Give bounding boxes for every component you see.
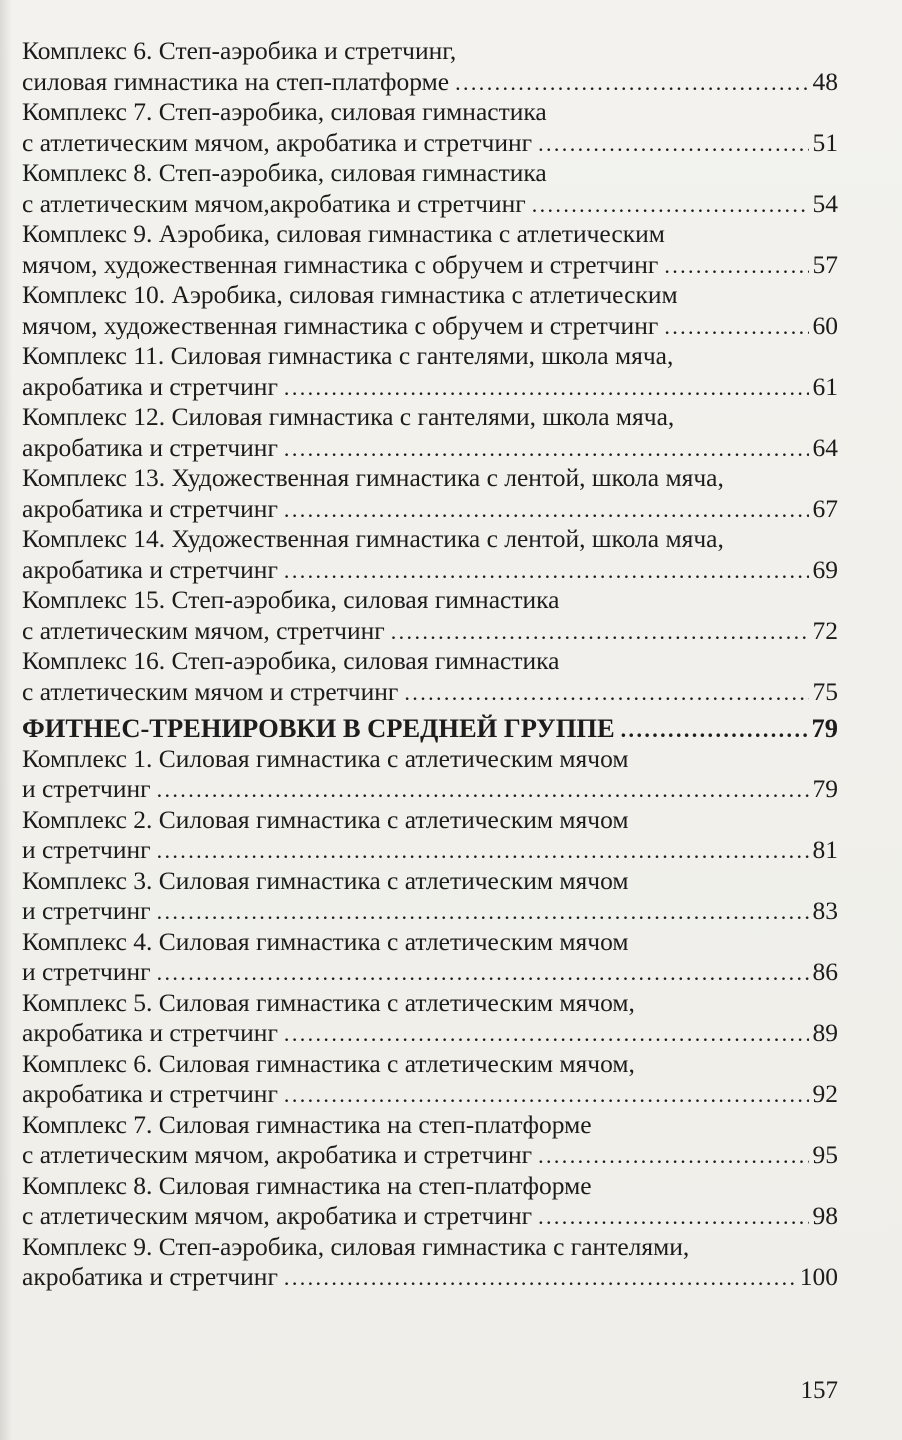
toc-entry: [22, 524, 838, 585]
toc-entry-text: ФИТНЕС-ТРЕНИРОВКИ В СРЕДНЕЙ ГРУППЕ: [22, 713, 615, 743]
dot-leader: [532, 190, 809, 220]
toc-entry-line: [22, 927, 838, 958]
dot-leader: [404, 678, 808, 708]
toc-entry-line: [22, 524, 838, 555]
dot-leader: [284, 1080, 809, 1110]
toc-entry: [22, 744, 838, 805]
toc-entry-final-line: [22, 494, 838, 525]
toc-entry: [22, 805, 838, 866]
toc-page-number: 100: [799, 1262, 838, 1291]
toc-page-number: 51: [812, 127, 838, 157]
toc-entry-line: [22, 744, 838, 775]
toc-entry-line: [22, 402, 838, 433]
dot-leader: [157, 958, 809, 988]
toc-entry-text: с атлетическим мячом и стретчинг: [22, 676, 399, 706]
toc-page-number: 57: [812, 249, 838, 279]
toc-entry: [22, 927, 838, 988]
dot-leader: [621, 715, 808, 744]
toc-entry-text: Комплекс 9. Степ-аэробика, силовая гимнастика с гантелями,: [22, 1231, 690, 1261]
toc-entry-final-line: [22, 67, 838, 98]
toc-entry-text: мячом, художественная гимнастика с обручем и стретчинг: [22, 249, 659, 279]
dot-leader: [664, 312, 808, 342]
toc-entry: [22, 1110, 838, 1171]
dot-leader: [391, 617, 809, 647]
dot-leader: [284, 434, 809, 464]
toc-entry-final-line: [22, 774, 838, 805]
table-of-contents: [22, 36, 838, 1293]
toc-entry-text: мячом, художественная гимнастика с обручем и стретчинг: [22, 310, 659, 340]
toc-entry-line: [22, 646, 838, 677]
toc-entry-final-line: [22, 1201, 838, 1232]
toc-entry-text: акробатика и стретчинг: [22, 1079, 278, 1108]
toc-entry-text: Комплекс 9. Аэробика, силовая гимнастика с атлетическим: [22, 219, 665, 248]
toc-entry: [22, 1049, 838, 1110]
toc-page-number: 75: [812, 676, 838, 706]
toc-page-number: 89: [812, 1018, 838, 1047]
toc-entry-final-line: [22, 1079, 838, 1110]
toc-entry-text: силовая гимнастика на степ-платформе: [22, 66, 450, 96]
toc-entry-final-line: [22, 835, 838, 866]
toc-entry-text: с атлетическим мячом, акробатика и стретчинг: [22, 1140, 533, 1169]
toc-entry-line: [22, 585, 838, 616]
toc-entry-final-line: [22, 128, 838, 159]
toc-entry-final-line: [22, 311, 838, 342]
toc-page-number: 95: [812, 1140, 838, 1169]
toc-page-number: 69: [812, 554, 838, 584]
toc-entry: [22, 1232, 838, 1293]
toc-entry: [22, 585, 838, 646]
toc-entry: [22, 36, 838, 97]
toc-page-number: 64: [812, 432, 838, 462]
dot-leader: [284, 556, 809, 586]
dot-leader: [157, 897, 809, 927]
toc-entry-text: Комплекс 6. Степ-аэробика и стретчинг,: [22, 36, 457, 65]
toc-entry-text: акробатика и стретчинг: [22, 493, 278, 523]
dot-leader: [538, 129, 808, 159]
toc-entry-final-line: [22, 433, 838, 464]
toc-entry-text: Комплекс 5. Силовая гимнастика с атлетическим мячом,: [22, 987, 635, 1017]
dot-leader: [284, 1019, 809, 1049]
toc-entry-text: акробатика и стретчинг: [22, 1018, 278, 1047]
toc-entry-text: Комплекс 6. Силовая гимнастика с атлетическим мячом,: [22, 1048, 635, 1078]
toc-entry-final-line: [22, 677, 838, 708]
toc-entry-final-line: [22, 372, 838, 403]
toc-entry-final-line: [22, 250, 838, 281]
toc-page-number: 86: [812, 957, 838, 986]
dot-leader: [455, 68, 808, 98]
toc-entry: [22, 646, 838, 707]
toc-entry-text: с атлетическим мячом, акробатика и стретчинг: [22, 127, 533, 157]
toc-entry-final-line: [22, 1262, 838, 1293]
toc-entry-text: Комплекс 1. Силовая гимнастика с атлетическим мячом: [22, 743, 629, 773]
toc-entry-text: Комплекс 8. Силовая гимнастика на степ-платформе: [22, 1170, 592, 1200]
toc-entry-line: [22, 463, 838, 494]
toc-entry-line: [22, 866, 838, 897]
toc-entry-text: Комплекс 12. Силовая гимнастика с гантелями, школа мяча,: [22, 402, 675, 431]
page-number: 157: [800, 1377, 838, 1404]
toc-entry-text: Комплекс 16. Степ-аэробика, силовая гимнастика: [22, 646, 560, 675]
toc-entry-line: [22, 341, 838, 372]
toc-page-number: 79: [812, 774, 838, 803]
toc-entry-text: Комплекс 10. Аэробика, силовая гимнастика с атлетическим: [22, 280, 678, 309]
toc-entry-line: [22, 805, 838, 836]
dot-leader: [157, 775, 809, 805]
toc-entry: [22, 866, 838, 927]
toc-entry: [22, 341, 838, 402]
toc-entry: [22, 158, 838, 219]
toc-entry-line: [22, 1171, 838, 1202]
toc-entry: [22, 463, 838, 524]
toc-entry-final-line: [22, 189, 838, 220]
toc-entry-final-line: [22, 713, 838, 744]
toc-entry-text: и стретчинг: [22, 957, 151, 986]
toc-page-number: 72: [812, 615, 838, 645]
toc-entry-text: Комплекс 15. Степ-аэробика, силовая гимнастика: [22, 585, 560, 614]
toc-entry: [22, 402, 838, 463]
toc-entry-line: [22, 1049, 838, 1080]
toc-entry-text: акробатика и стретчинг: [22, 554, 278, 584]
toc-entry-text: Комплекс 4. Силовая гимнастика с атлетическим мячом: [22, 926, 629, 956]
toc-page-number: 60: [812, 310, 838, 340]
toc-entry-final-line: [22, 1018, 838, 1049]
dot-leader: [538, 1141, 808, 1171]
toc-entry-text: и стретчинг: [22, 896, 151, 925]
toc-page-number: 48: [812, 66, 838, 96]
toc-page-number: 79: [811, 713, 838, 743]
toc-entry-text: Комплекс 3. Силовая гимнастика с атлетическим мячом: [22, 865, 629, 895]
toc-entry-line: [22, 988, 838, 1019]
toc-entry-text: Комплекс 14. Художественная гимнастика с лентой, школа мяча,: [22, 524, 724, 553]
toc-entry-text: Комплекс 8. Степ-аэробика, силовая гимнастика: [22, 158, 547, 187]
toc-entry-line: [22, 1110, 838, 1141]
toc-entry-line: [22, 158, 838, 189]
toc-page-number: 54: [812, 188, 838, 218]
toc-entry: [22, 988, 838, 1049]
toc-entry-final-line: [22, 1140, 838, 1171]
toc-entry-line: [22, 280, 838, 311]
dot-leader: [284, 495, 809, 525]
toc-page-number: 67: [812, 493, 838, 523]
dot-leader: [538, 1202, 808, 1232]
dot-leader: [157, 836, 809, 866]
toc-section-heading: [22, 713, 838, 744]
toc-entry-text: Комплекс 7. Силовая гимнастика на степ-платформе: [22, 1109, 592, 1139]
toc-entry-text: с атлетическим мячом, акробатика и стретчинг: [22, 1201, 533, 1230]
toc-page-number: 98: [812, 1201, 838, 1230]
toc-entry-text: с атлетическим мячом,акробатика и стретчинг: [22, 188, 526, 218]
toc-entry-text: Комплекс 11. Силовая гимнастика с гантелями, школа мяча,: [22, 341, 674, 370]
toc-entry-final-line: [22, 957, 838, 988]
dot-leader: [284, 373, 809, 403]
toc-entry: [22, 1171, 838, 1232]
toc-entry-line: [22, 97, 838, 128]
toc-entry-text: акробатика и стретчинг: [22, 1262, 278, 1291]
toc-page-number: 61: [812, 371, 838, 401]
toc-entry-text: Комплекс 7. Степ-аэробика, силовая гимнастика: [22, 97, 547, 126]
toc-entry: [22, 97, 838, 158]
toc-entry-text: акробатика и стретчинг: [22, 371, 278, 401]
toc-entry-final-line: [22, 616, 838, 647]
toc-entry-text: и стретчинг: [22, 835, 151, 864]
toc-entry-text: с атлетическим мячом, стретчинг: [22, 615, 385, 645]
toc-page-number: 81: [812, 835, 838, 864]
toc-page-number: 83: [812, 896, 838, 925]
toc-entry: [22, 219, 838, 280]
toc-entry-final-line: [22, 896, 838, 927]
toc-page-number: 92: [812, 1079, 838, 1108]
toc-entry-text: акробатика и стретчинг: [22, 432, 278, 462]
toc-entry-line: [22, 1232, 838, 1263]
dot-leader: [664, 251, 808, 281]
toc-entry-final-line: [22, 555, 838, 586]
toc-entry-line: [22, 36, 838, 67]
toc-entry-line: [22, 219, 838, 250]
toc-entry-text: Комплекс 13. Художественная гимнастика с лентой, школа мяча,: [22, 463, 724, 492]
toc-entry-text: и стретчинг: [22, 774, 151, 803]
dot-leader: [284, 1263, 796, 1293]
toc-entry: [22, 280, 838, 341]
toc-entry-text: Комплекс 2. Силовая гимнастика с атлетическим мячом: [22, 804, 629, 834]
